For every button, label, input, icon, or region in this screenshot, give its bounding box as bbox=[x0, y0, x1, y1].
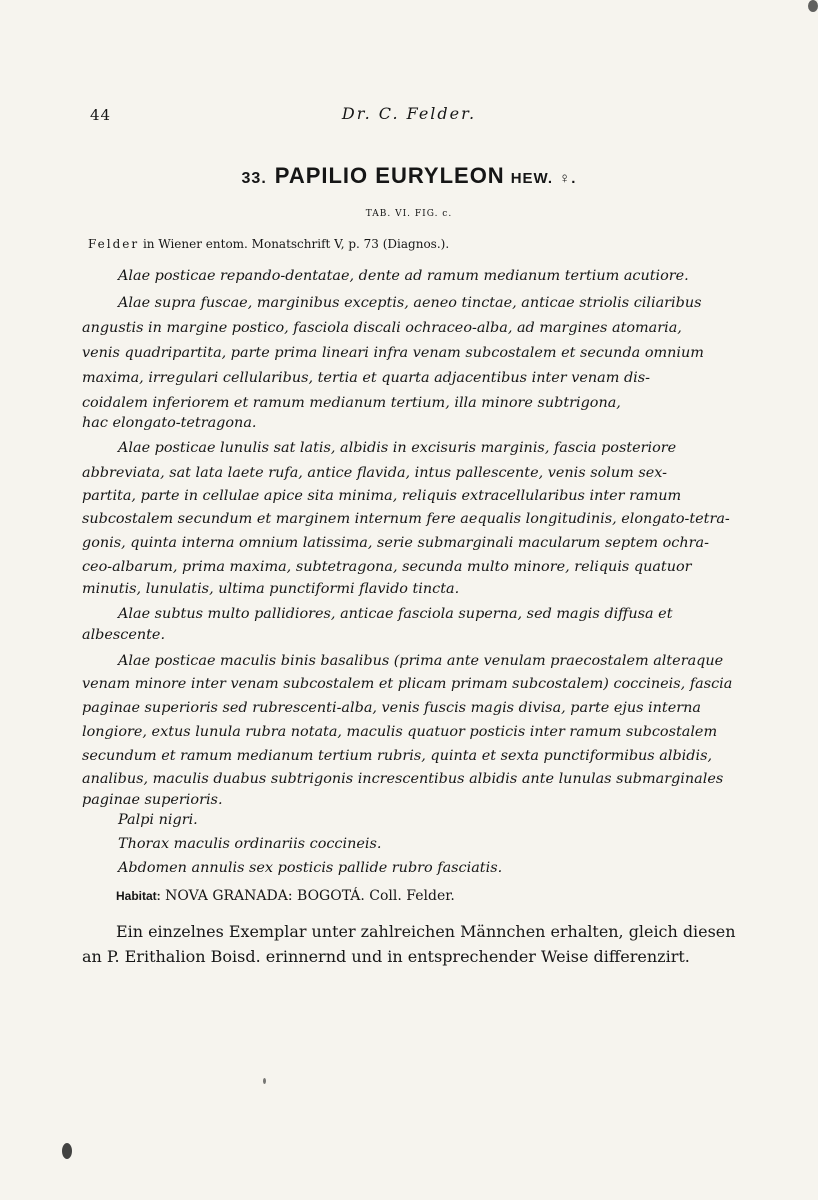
species-heading bbox=[0, 163, 818, 189]
description-line: Alae posticae lunulis sat latis, albidis in excisuris marginis, fascia posteriore bbox=[118, 440, 677, 456]
description-line: analibus, maculis duabus subtrigonis increscentibus albidis ante lunulas submarginales bbox=[82, 771, 724, 787]
description-line: maxima, irregulari cellularibus, tertia et quarta adjacentibus inter venam dis- bbox=[82, 370, 651, 386]
citation-author: Felder bbox=[88, 237, 140, 251]
citation-source: in Wiener entom. Monatschrift V, p. 73 (Diagnos.). bbox=[142, 237, 450, 251]
description-line: Thorax maculis ordinariis coccineis. bbox=[118, 836, 382, 852]
description-line: gonis, quinta interna omnium latissima, serie submarginali macularum septem ochra- bbox=[82, 535, 709, 551]
description-line: Alae subtus multo pallidiores, anticae fasciola superna, sed magis diffusa et bbox=[118, 606, 673, 622]
description-line: angustis in margine postico, fasciola discali ochraceo-alba, ad margines atomaria, bbox=[82, 320, 682, 336]
species-number: 33. bbox=[241, 170, 267, 187]
description-line: Abdomen annulis sex posticis pallide rubro fasciatis. bbox=[118, 860, 503, 876]
description-line: Alae supra fuscae, marginibus exceptis, aeneo tinctae, anticae striolis ciliaribus bbox=[118, 295, 702, 311]
description-line: ceo-albarum, prima maxima, subtetragona, secunda multo minore, reliquis quatuor bbox=[82, 559, 692, 575]
note-line: an P. Erithalion Boisd. erinnernd und in entsprechender Weise differenzirt. bbox=[82, 947, 690, 966]
description-line: coidalem inferiorem et ramum medianum tertium, illa minore subtrigona, bbox=[82, 395, 621, 411]
sex-symbol: ♀. bbox=[559, 170, 577, 187]
plate-reference: TAB. VI. FIG. c. bbox=[365, 209, 453, 219]
habitat-value: NOVA GRANADA: BOGOTÁ. Coll. Felder. bbox=[165, 888, 455, 904]
description-line: longiore, extus lunula rubra notata, maculis quatuor posticis inter ramum subcostalem bbox=[82, 724, 718, 740]
description-line: venis quadripartita, parte prima lineari infra venam subcostalem et secunda omnium bbox=[82, 345, 704, 361]
description-line: albescente. bbox=[82, 627, 166, 643]
description-line: venam minore inter venam subcostalem et plicam primam subcostalem) coccineis, fascia bbox=[82, 676, 733, 692]
ink-speck bbox=[62, 1143, 72, 1159]
page-number: 44 bbox=[90, 106, 112, 124]
note-line: Ein einzelnes Exemplar unter zahlreichen Männchen erhalten, gleich diesen bbox=[116, 922, 736, 941]
description-line: secundum et ramum medianum tertium rubris, quinta et sexta punctiformibus albidis, bbox=[82, 748, 713, 764]
description-line: Palpi nigri. bbox=[118, 812, 198, 828]
habitat-label: Habitat: bbox=[116, 889, 161, 903]
species-author: HEW. bbox=[510, 170, 554, 187]
description-line: abbreviata, sat lata laete rufa, antice flavida, intus pallescente, venis solum sex- bbox=[82, 465, 667, 481]
description-line: paginae superioris. bbox=[82, 792, 223, 808]
description-line: paginae superioris sed rubrescenti-alba, venis fuscis magis divisa, parte ejus interna bbox=[82, 700, 701, 716]
citation bbox=[88, 237, 449, 251]
description-line: subcostalem secundum et marginem internum fere aequalis longitudinis, elongato-tetra- bbox=[82, 511, 730, 527]
description-line: minutis, lunulatis, ultima punctiformi flavido tincta. bbox=[82, 581, 460, 597]
ink-speck bbox=[263, 1078, 266, 1084]
species-title: PAPILIO EURYLEON bbox=[274, 163, 505, 188]
description-line: hac elongato-tetragona. bbox=[82, 415, 257, 431]
description-line: Alae posticae maculis binis basalibus (prima ante venulam praecostalem alteraque bbox=[118, 653, 724, 669]
description-line: Alae posticae repando-dentatae, dente ad ramum medianum tertium acutiore. bbox=[118, 268, 689, 284]
running-head: Dr. C. Felder. bbox=[341, 104, 477, 123]
ink-speck bbox=[808, 0, 818, 12]
habitat-line bbox=[116, 888, 455, 904]
description-line: partita, parte in cellulae apice sita minima, reliquis extracellularibus inter ramum bbox=[82, 488, 682, 504]
